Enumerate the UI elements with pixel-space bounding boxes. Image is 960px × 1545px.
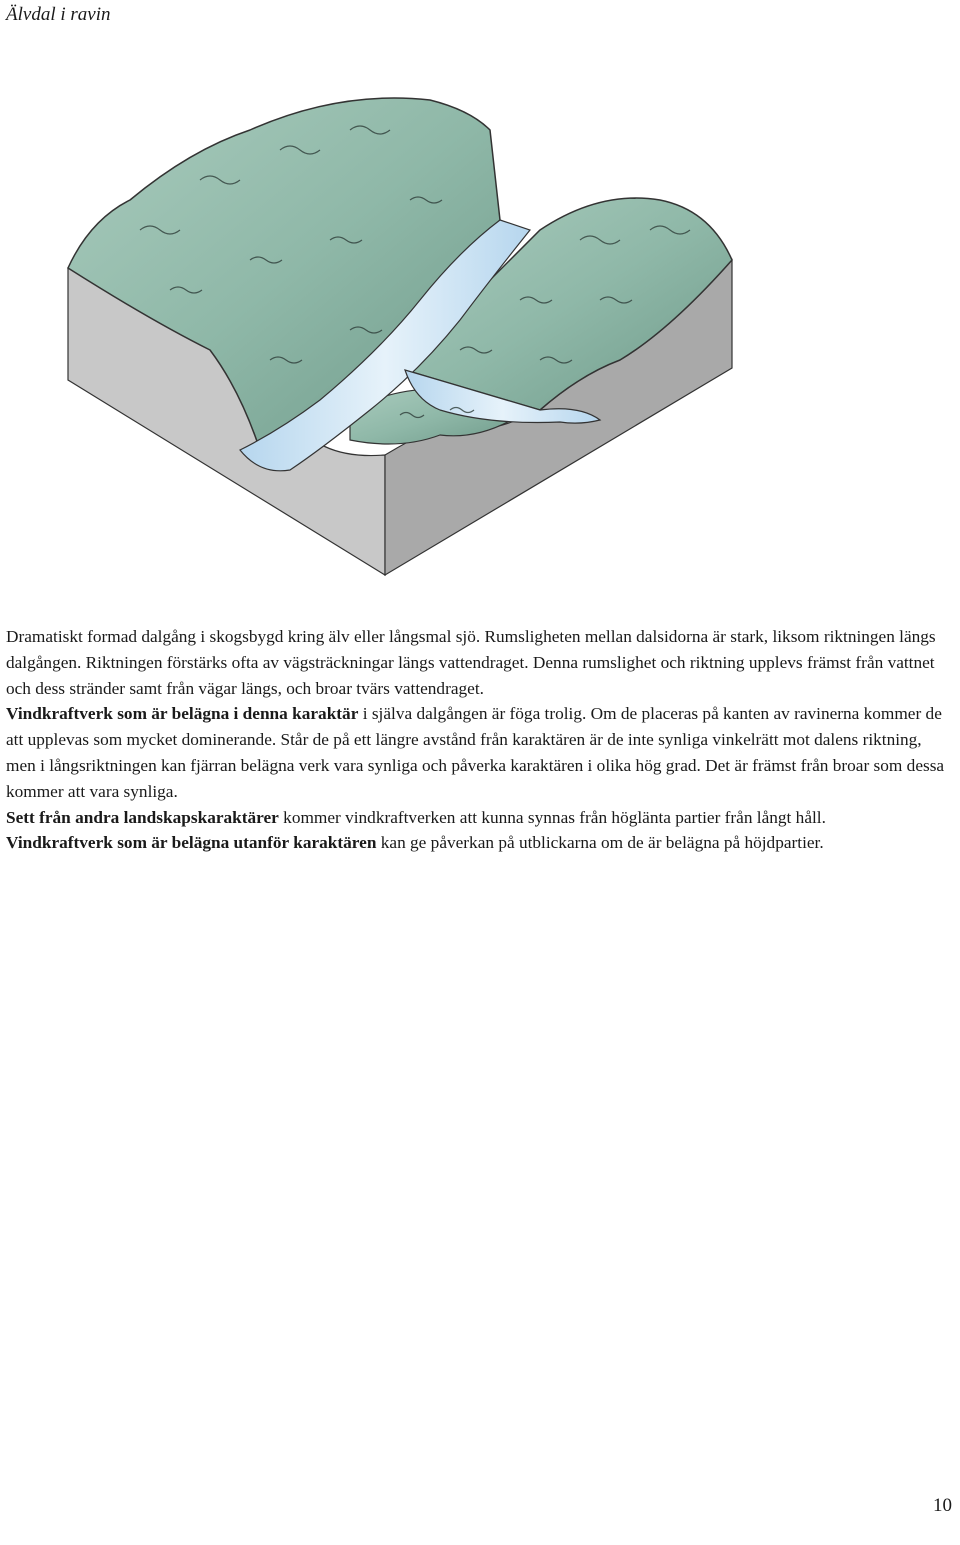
valley-block-diagram xyxy=(20,30,820,590)
paragraph-within xyxy=(6,701,951,804)
paragraph-intro: Dramatiskt formad dalgång i skogsbygd kring älv eller långsmal sjö. Rumsligheten mellan dalsidorna är stark, liksom riktningen längs dalgången. Riktningen förstärks ofta av vägsträckningar längs vattendraget. Denna rumslighet och riktning upplevs främst från vattnet och dess stränder samt från vägar längs, och broar tvärs vattendraget. xyxy=(6,627,936,698)
paragraph-within-text: i själva dalgången är föga trolig. Om de placeras på kanten av ravinerna kommer de att upplevas som mycket dominerande. Står de på ett längre avstånd från karaktären är de inte synliga vinkelrätt mot dalens riktning, men i långsriktningen kan fjärran belägna verk vara synliga och påverka karaktären i olika hög grad. Det är främst från broar som dessa kommer att vara synliga. xyxy=(6,704,945,801)
paragraph-outside-text: kan ge påverkan på utblickarna om de är belägna på höjdpartier. xyxy=(376,833,824,853)
bold-heading-within: Vindkraftverk som är belägna i denna karaktär xyxy=(6,704,359,724)
page-number: 10 xyxy=(933,1495,952,1516)
bold-heading-outside: Vindkraftverk som är belägna utanför karaktären xyxy=(6,833,377,853)
body-text xyxy=(6,624,951,856)
paragraph-other-text: kommer vindkraftverken att kunna synnas från höglänta partier från långt håll. xyxy=(278,807,826,827)
paragraph-outside xyxy=(6,830,951,856)
bold-heading-other: Sett från andra landskapskaraktärer xyxy=(6,807,279,827)
paragraph-other-characters xyxy=(6,805,951,831)
page-title: Älvdal i ravin xyxy=(6,4,111,25)
